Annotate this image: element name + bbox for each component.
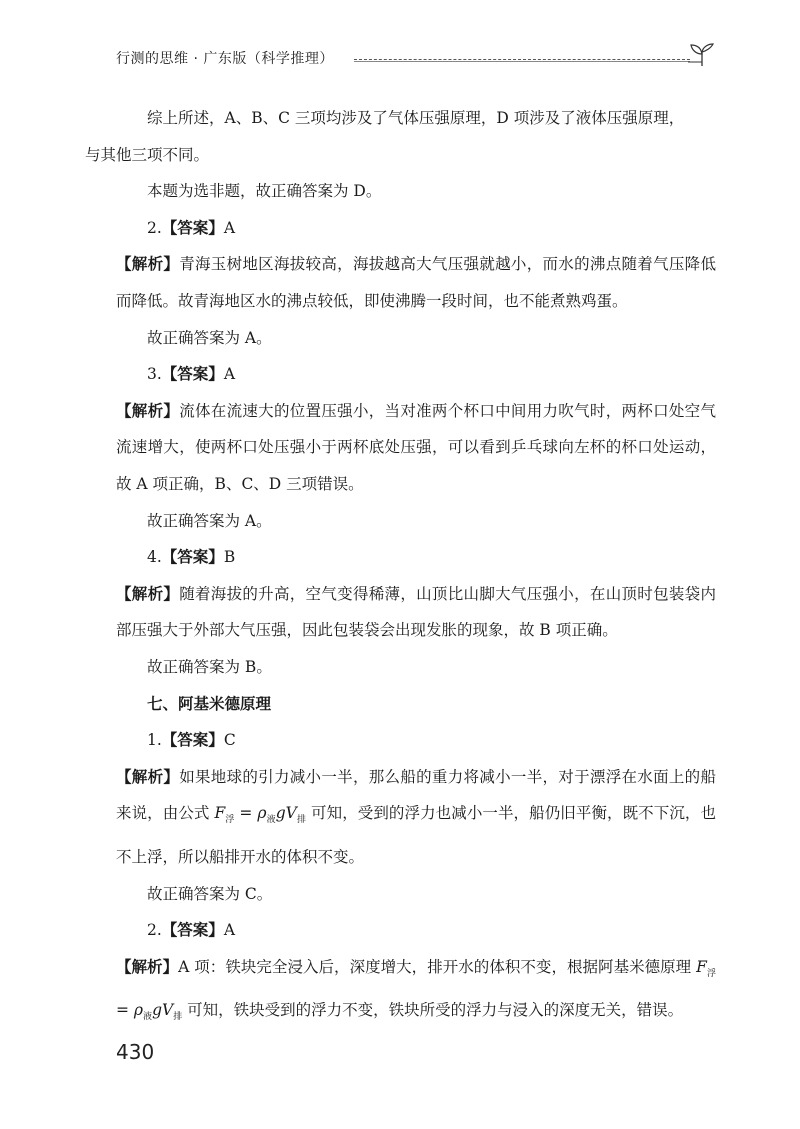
page-content xyxy=(85,100,716,1036)
conclusion: 故正确答案为 A。 xyxy=(147,328,272,347)
analysis-paragraph: 【解析】流体在流速大的位置压强小，当对准两个杯口中间用力吹气时，两杯口处空气流速增大，使两杯口处压强小于两杯底处压强，可以看到乒乓球向左杯的杯口处运动，故 A 项正确，B、C、D 三项错误。 xyxy=(116,401,716,493)
header-title: 行测的思维 · 广东版（科学推理） xyxy=(116,51,334,67)
analysis-paragraph: 【解析】青海玉树地区海拔较高，海拔越高大气压强就越小，而水的沸点随着气压降低而降低。故青海地区水的沸点较低，即使沸腾一段时间，也不能煮熟鸡蛋。 xyxy=(116,255,716,310)
page-header xyxy=(116,42,716,72)
answer-line: 2.【答案】A xyxy=(147,218,236,237)
answer-line: 2.【答案】A xyxy=(147,921,236,940)
answer-line: 1.【答案】C xyxy=(147,731,236,750)
conclusion: 故正确答案为 B。 xyxy=(147,657,272,676)
conclusion: 故正确答案为 A。 xyxy=(147,511,272,530)
conclusion: 故正确答案为 C。 xyxy=(147,884,273,903)
answer-line: 4.【答案】B xyxy=(147,548,236,567)
header-rule-solid xyxy=(354,61,690,62)
sprout-icon xyxy=(688,42,716,68)
buoyancy-formula: $F_浮 = \rho_液gV_排$ xyxy=(214,804,307,826)
analysis-paragraph: 【解析】A 项：铁块完全浸入后，深度增大，排开水的体积不变，根据阿基米德原理 $F_浮 = \rho_液gV_排$ 可知，铁块受到的浮力不变，铁块所受的浮力与浸入的深度无关，错误。 xyxy=(116,957,716,1023)
paragraph: 综上所述，A、B、C 三项均涉及了气体压强原理，D 项涉及了液体压强原理， 与其他三项不同。 xyxy=(85,109,685,164)
section-heading: 七、阿基米德原理 xyxy=(147,694,272,713)
paragraph: 本题为选非题，故正确答案为 D。 xyxy=(147,182,382,201)
buoyancy-formula: $F_浮 = \rho_液gV_排$ xyxy=(116,957,716,1023)
analysis-paragraph: 【解析】随着海拔的升高，空气变得稀薄，山顶比山脚大气压强小，在山顶时包装袋内部压强大于外部大气压强，因此包装袋会出现发胀的现象，故 B 项正确。 xyxy=(116,584,716,640)
page-number: 430 xyxy=(116,1040,155,1064)
answer-line: 3.【答案】A xyxy=(147,365,236,384)
header-rule xyxy=(354,59,690,60)
analysis-paragraph: 【解析】如果地球的引力减小一半，那么船的重力将减小一半，对于漂浮在水面上的船来说，由公式 $F_浮 = \rho_液gV_排$ 可知，受到的浮力也减小一半，船仍旧平衡，既不下沉，也不上浮，所以船排开水的体积不变。 xyxy=(116,767,716,866)
